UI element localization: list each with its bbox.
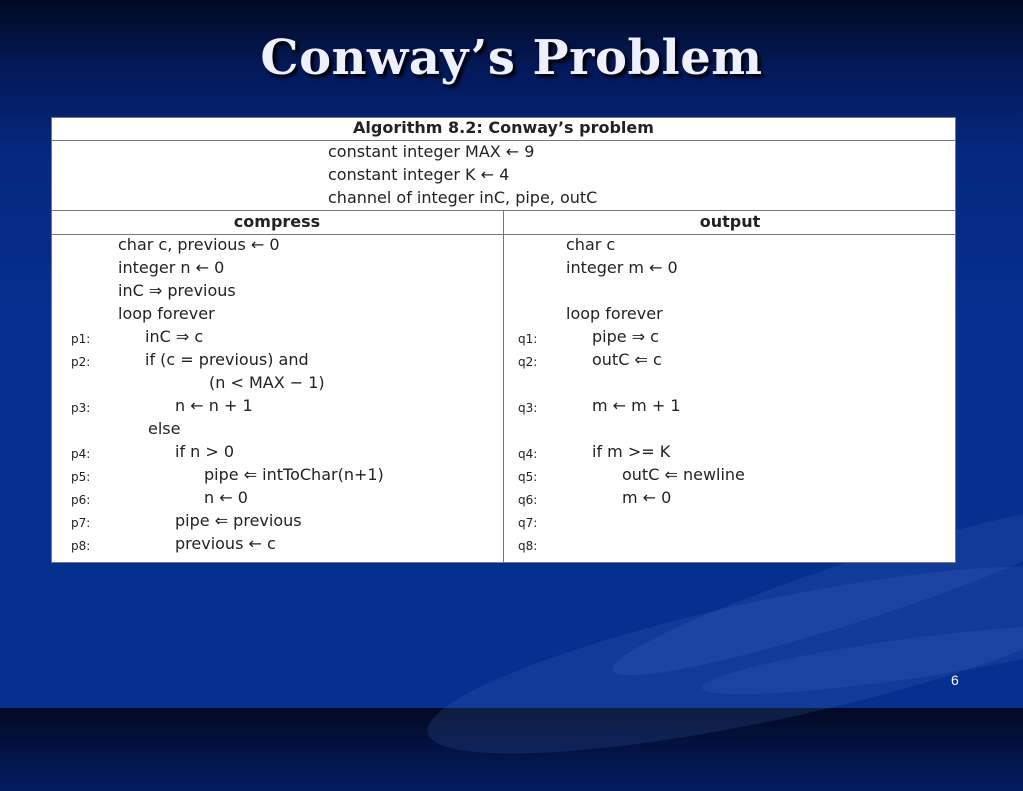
output-header: output: [699, 212, 761, 231]
line-label-q3: q3:: [518, 401, 538, 415]
output-statement: if m >= K: [592, 442, 671, 461]
line-label-q8: q8:: [518, 539, 538, 553]
compress-statement: else: [148, 419, 181, 438]
compress-local: integer n ← 0: [118, 258, 225, 277]
line-label-p1: p1:: [71, 332, 91, 346]
compress-statement: inC ⇒ c: [145, 327, 204, 346]
line-label-p7: p7:: [71, 516, 91, 530]
divider: [51, 117, 52, 563]
line-label-q4: q4:: [518, 447, 538, 461]
divider: [955, 117, 956, 563]
output-statement: outC ⇐ c: [592, 350, 662, 369]
column-divider: [503, 210, 504, 563]
line-label-q5: q5:: [518, 470, 538, 484]
declaration-line: channel of integer inC, pipe, outC: [328, 188, 598, 207]
compress-statement: (n < MAX − 1): [209, 373, 325, 392]
declaration-line: constant integer K ← 4: [328, 165, 510, 184]
line-label-q6: q6:: [518, 493, 538, 507]
compress-header: compress: [233, 212, 321, 231]
algorithm-heading: Algorithm 8.2: Conway’s problem: [353, 118, 654, 137]
compress-statement: pipe ⇐ previous: [175, 511, 302, 530]
background-streak: [699, 612, 1023, 707]
line-label-q7: q7:: [518, 516, 538, 530]
line-label-p5: p5:: [71, 470, 91, 484]
line-label-p3: p3:: [71, 401, 91, 415]
line-label-p4: p4:: [71, 447, 91, 461]
output-statement: m ← m + 1: [592, 396, 681, 415]
page-number: 6: [951, 672, 959, 688]
line-label-q2: q2:: [518, 355, 538, 369]
background-streak: [415, 529, 1023, 791]
compress-statement: n ← 0: [204, 488, 248, 507]
output-statement: outC ⇐ newline: [622, 465, 745, 484]
output-local: char c: [566, 235, 616, 254]
compress-statement: previous ← c: [175, 534, 276, 553]
compress-local: inC ⇒ previous: [118, 281, 236, 300]
output-statement: pipe ⇒ c: [592, 327, 659, 346]
declaration-line: constant integer MAX ← 9: [328, 142, 535, 161]
slide-title: Conway’s Problem: [260, 30, 763, 86]
divider: [51, 140, 956, 141]
line-label-p6: p6:: [71, 493, 91, 507]
line-label-q1: q1:: [518, 332, 538, 346]
compress-statement: if n > 0: [175, 442, 235, 461]
output-local: loop forever: [566, 304, 663, 323]
output-statement: m ← 0: [622, 488, 672, 507]
compress-statement: if (c = previous) and: [145, 350, 309, 369]
algorithm-box: [51, 117, 956, 563]
compress-local: char c, previous ← 0: [118, 235, 280, 254]
compress-local: loop forever: [118, 304, 215, 323]
line-label-p2: p2:: [71, 355, 91, 369]
output-local: integer m ← 0: [566, 258, 678, 277]
compress-statement: n ← n + 1: [175, 396, 253, 415]
line-label-p8: p8:: [71, 539, 91, 553]
compress-statement: pipe ⇐ intToChar(n+1): [204, 465, 384, 484]
